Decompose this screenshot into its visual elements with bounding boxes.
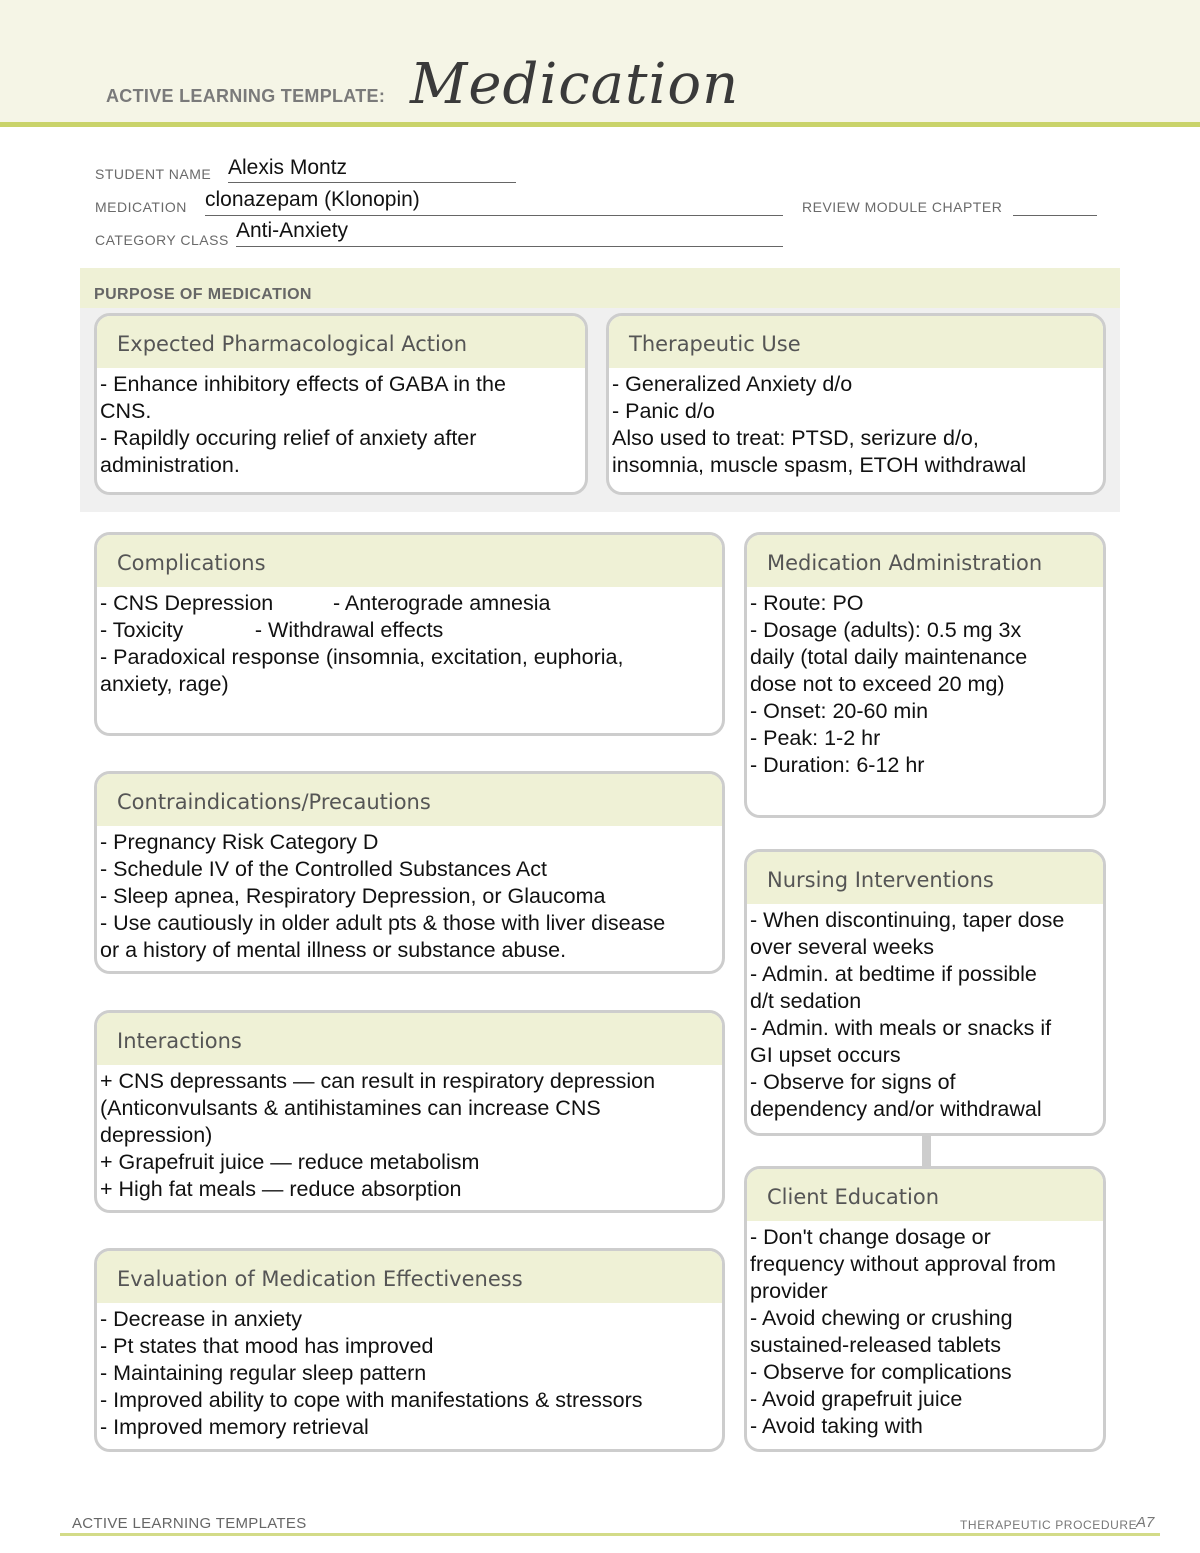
text-line: + CNS depressants — can result in respiratory depression — [100, 1069, 656, 1093]
expected-action-box — [94, 313, 588, 495]
footer-right: THERAPEUTIC PROCEDURE — [960, 1518, 1138, 1532]
text-line: - Sleep apnea, Respiratory Depression, or Glaucoma — [100, 884, 606, 908]
interactions-body[interactable] — [97, 1065, 722, 1203]
text-line: - Decrease in anxiety — [100, 1307, 302, 1331]
medication-field[interactable]: clonazepam (Klonopin) — [205, 188, 420, 211]
text-line: - Generalized Anxiety d/o — [612, 372, 853, 396]
text-line: - Pregnancy Risk Category D — [100, 830, 379, 854]
text-line: (Anticonvulsants & antihistamines can increase CNS — [100, 1096, 601, 1120]
header-rule — [0, 122, 1200, 127]
text-line: dose not to exceed 20 mg) — [750, 672, 1005, 696]
complications-body[interactable] — [97, 587, 722, 698]
therapeutic-use-body[interactable] — [609, 368, 1103, 479]
therapeutic-use-box — [606, 313, 1106, 495]
medication-label: MEDICATION — [95, 199, 187, 215]
expected-action-title: Expected Pharmacological Action — [97, 316, 585, 368]
text-line: or a history of mental illness or substance abuse. — [100, 938, 567, 962]
contraindications-body[interactable] — [97, 826, 722, 964]
text-line: daily (total daily maintenance — [750, 645, 1028, 669]
text-line: sustained-released tablets — [750, 1333, 1001, 1357]
evaluation-title: Evaluation of Medication Effectiveness — [97, 1251, 722, 1303]
text-line: - Pt states that mood has improved — [100, 1334, 434, 1358]
text-line: - Avoid taking with — [750, 1414, 923, 1438]
text-line: - Avoid grapefruit juice — [750, 1387, 963, 1411]
contraindications-title: Contraindications/Precautions — [97, 774, 722, 826]
page-title: Medication — [410, 52, 740, 117]
contraindications-box — [94, 771, 725, 974]
text-line: + Grapefruit juice — reduce metabolism — [100, 1150, 480, 1174]
category-class-label: CATEGORY CLASS — [95, 232, 229, 248]
text-line: provider — [750, 1279, 828, 1303]
administration-body[interactable] — [747, 587, 1103, 779]
client-education-body[interactable] — [747, 1221, 1103, 1440]
student-name-label: STUDENT NAME — [95, 166, 212, 182]
text-line: CNS. — [100, 399, 152, 423]
evaluation-box — [94, 1248, 725, 1452]
text-line: - Use cautiously in older adult pts & those with liver disease — [100, 911, 666, 935]
nursing-body[interactable] — [747, 904, 1103, 1123]
text-line: - Improved ability to cope with manifestations & stressors — [100, 1388, 643, 1412]
text-line: - When discontinuing, taper dose — [750, 908, 1065, 932]
footer-left: ACTIVE LEARNING TEMPLATES — [72, 1515, 307, 1532]
text-line: - Duration: 6-12 hr — [750, 753, 925, 777]
interactions-box — [94, 1010, 725, 1213]
therapeutic-use-title: Therapeutic Use — [609, 316, 1103, 368]
nursing-title: Nursing Interventions — [747, 852, 1103, 904]
review-module-label: REVIEW MODULE CHAPTER — [802, 199, 1003, 215]
text-line: frequency without approval from — [750, 1252, 1056, 1276]
text-line: d/t sedation — [750, 989, 862, 1013]
client-education-box — [744, 1166, 1106, 1452]
text-line: - Dosage (adults): 0.5 mg 3x — [750, 618, 1022, 642]
text-line: depression) — [100, 1123, 213, 1147]
text-line: - Observe for complications — [750, 1360, 1012, 1384]
text-line: - Peak: 1-2 hr — [750, 726, 881, 750]
text-line: - Toxicity - Withdrawal effects — [100, 618, 444, 642]
student-name-field[interactable]: Alexis Montz — [228, 156, 348, 179]
review-module-line — [1013, 215, 1097, 216]
template-label: ACTIVE LEARNING TEMPLATE: — [106, 86, 386, 106]
category-class-line — [236, 246, 783, 247]
complications-box — [94, 532, 725, 736]
administration-title: Medication Administration — [747, 535, 1103, 587]
text-line: - CNS Depression - Anterograde amnesia — [100, 591, 551, 615]
text-line: - Paradoxical response (insomnia, excitation, euphoria, — [100, 645, 624, 669]
text-line: administration. — [100, 453, 240, 477]
text-line: - Observe for signs of — [750, 1070, 956, 1094]
connector-bar — [922, 1136, 931, 1168]
evaluation-body[interactable] — [97, 1303, 722, 1441]
text-line: - Improved memory retrieval — [100, 1415, 369, 1439]
text-line: - Admin. with meals or snacks if — [750, 1016, 1052, 1040]
complications-title: Complications — [97, 535, 722, 587]
nursing-box — [744, 849, 1106, 1136]
text-line: dependency and/or withdrawal — [750, 1097, 1042, 1121]
text-line: GI upset occurs — [750, 1043, 901, 1067]
text-line: over several weeks — [750, 935, 935, 959]
text-line: + High fat meals — reduce absorption — [100, 1177, 462, 1201]
text-line: - Route: PO — [750, 591, 864, 615]
text-line: - Rapildly occuring relief of anxiety after — [100, 426, 477, 450]
category-class-field[interactable]: Anti-Anxiety — [236, 219, 349, 242]
student-name-line — [228, 182, 516, 183]
text-line: - Schedule IV of the Controlled Substances Act — [100, 857, 547, 881]
text-line: - Admin. at bedtime if possible — [750, 962, 1037, 986]
page-number: A7 — [1136, 1514, 1155, 1531]
text-line: - Onset: 20-60 min — [750, 699, 929, 723]
expected-action-body[interactable] — [97, 368, 585, 479]
text-line: insomnia, muscle spasm, ETOH withdrawal — [612, 453, 1027, 477]
text-line: - Avoid chewing or crushing — [750, 1306, 1013, 1330]
text-line: - Panic d/o — [612, 399, 715, 423]
text-line: - Don't change dosage or — [750, 1225, 991, 1249]
footer-rule — [60, 1533, 1160, 1536]
text-line: - Maintaining regular sleep pattern — [100, 1361, 427, 1385]
text-line: anxiety, rage) — [100, 672, 229, 696]
medication-line — [205, 215, 783, 216]
interactions-title: Interactions — [97, 1013, 722, 1065]
client-education-title: Client Education — [747, 1169, 1103, 1221]
text-line: - Enhance inhibitory effects of GABA in the — [100, 372, 506, 396]
purpose-label: PURPOSE OF MEDICATION — [94, 286, 312, 303]
text-line: Also used to treat: PTSD, serizure d/o, — [612, 426, 979, 450]
administration-box — [744, 532, 1106, 818]
